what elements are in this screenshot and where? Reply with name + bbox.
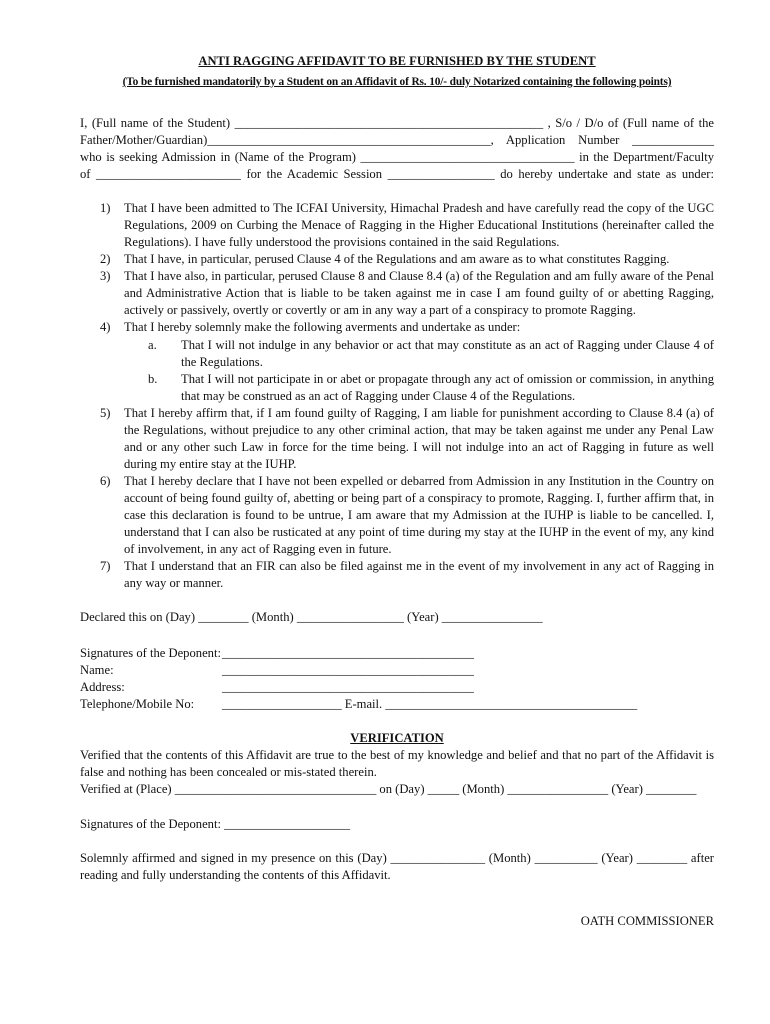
subitem-label: a. <box>148 338 157 352</box>
item-line: That I hereby declare that I have not been expelled or debarred from Admission in any Institution in the Country on <box>124 474 714 488</box>
intro-line: Father/Mother/Guardian)_____________________________________________, Application Number _____________ <box>80 133 714 147</box>
subitem-line: That I will not participate in or abet or propagate through any act of omission or commission, in anything <box>181 372 714 386</box>
solemn-line: Solemnly affirmed and signed in my presence on this (Day) _______________ (Month) __________ (Year) ________ after <box>80 851 714 865</box>
item-number: 6) <box>100 474 111 488</box>
document-subtitle: (To be furnished mandatorily by a Student on an Affidavit of Rs. 10/- duly Notarized containing the following points) <box>122 76 672 88</box>
subitem-line: the Regulations. <box>181 355 263 369</box>
item-line: case this declaration is found to be untrue, I am aware that my Admission at the IUHP is liable to be cancelled. I, <box>124 508 714 522</box>
subitem-line: That I will not indulge in any behavior or act that may constitute as an act of Ragging under Clause 4 of <box>181 338 714 352</box>
verification-signature-line: Signatures of the Deponent: ____________________ <box>80 817 351 831</box>
signature-field[interactable]: ________________________________________ <box>222 646 474 660</box>
item-number: 4) <box>100 320 111 334</box>
intro-line: who is seeking Admission in (Name of the Program) __________________________________ in the Department/Faculty <box>80 150 714 164</box>
item-line: That I have, in particular, perused Clause 4 of the Regulations and am aware as to what constitutes Ragging. <box>124 252 670 266</box>
item-line: account of being found guilty of, abetting or being part of a conspiracy to promote, Ragging. I, further affirm that, in <box>124 491 714 505</box>
item-line: Regulations, 2009 on Curbing the Menace of Ragging in the Higher Educational Institutions (hereinafter called the <box>124 218 714 232</box>
item-number: 2) <box>100 252 111 266</box>
item-number: 3) <box>100 269 111 283</box>
item-number: 5) <box>100 406 111 420</box>
subitem-line: that may be construed as an act of Ragging under Clause 4 of the Regulations. <box>181 389 576 403</box>
verification-heading: VERIFICATION <box>350 731 444 745</box>
item-line: during my entire stay at the IUHP. <box>124 457 297 471</box>
solemn-line: reading and fully understanding the contents of this Affidavit. <box>80 868 391 882</box>
item-line: That I have also, in particular, perused Clause 8 and Clause 8.4 (a) of the Regulation and am fully aware of the Penal <box>124 269 714 283</box>
item-line: and or any other such Law in force for the time being. I will not indulge into an act of Ragging in future as well <box>124 440 714 454</box>
item-line: Regulations). I have fully understood the provisions contained in the said Regulations. <box>124 235 560 249</box>
item-line: and Administrative Action that is liable to be taken against me in case I am found guilty of or abetting Ragging, <box>124 286 714 300</box>
item-line: That I hereby solemnly make the following averments and undertake as under: <box>124 320 521 334</box>
name-label: Name: <box>80 663 114 677</box>
item-line: the Regulations, without prejudice to any other criminal action, that may be taken against me under any Penal Law <box>124 423 714 437</box>
item-line: That I hereby affirm that, if I am found guilty of Ragging, I am liable for punishment according to Clause 8.4 (a) of <box>124 406 714 420</box>
address-label: Address: <box>80 680 125 694</box>
item-line: actively or passively, overtly or covertly or am in any way a part of a conspiracy to promote Ragging. <box>124 303 636 317</box>
oath-commissioner-label: OATH COMMISSIONER <box>580 914 714 928</box>
phone-email-field[interactable]: ___________________ E-mail. ________________________________________ <box>222 697 638 711</box>
verification-line: Verified that the contents of this Affidavit are true to the best of my knowledge and belief and that no part of the Affidavit is <box>80 748 714 762</box>
item-line: That I understand that an FIR can also be filed against me in the event of my involvement in any act of Ragging in <box>124 559 714 573</box>
document-title: ANTI RAGGING AFFIDAVIT TO BE FURNISHED BY THE STUDENT <box>198 54 596 68</box>
intro-line: of _______________________ for the Academic Session _________________ do hereby undertake and state as under: <box>80 167 714 181</box>
item-line: any way or manner. <box>124 576 224 590</box>
verified-at-line: Verified at (Place) ________________________________ on (Day) _____ (Month) ________________ (Year) ________ <box>80 782 697 796</box>
item-number: 7) <box>100 559 111 573</box>
subitem-label: b. <box>148 372 158 386</box>
phone-label: Telephone/Mobile No: <box>80 697 195 711</box>
item-line: understand that I can also be rusticated at any point of time during my stay at the IUHP in the event of my, any kind <box>124 525 714 539</box>
verification-line: false and nothing has been concealed or mis-stated therein. <box>80 765 377 779</box>
address-field[interactable]: ________________________________________ <box>222 680 474 694</box>
item-number: 1) <box>100 201 111 215</box>
signature-label: Signatures of the Deponent: <box>80 646 221 660</box>
item-line: of involvement, in any act of Ragging even in future. <box>124 542 392 556</box>
intro-line: I, (Full name of the Student) _________________________________________________ , S/o / D/o of (Full name of the <box>80 116 714 130</box>
item-line: That I have been admitted to The ICFAI University, Himachal Pradesh and have carefully read the copy of the UGC <box>124 201 714 215</box>
declared-line: Declared this on (Day) ________ (Month) _________________ (Year) ________________ <box>80 610 543 624</box>
name-field[interactable]: ________________________________________ <box>222 663 474 677</box>
